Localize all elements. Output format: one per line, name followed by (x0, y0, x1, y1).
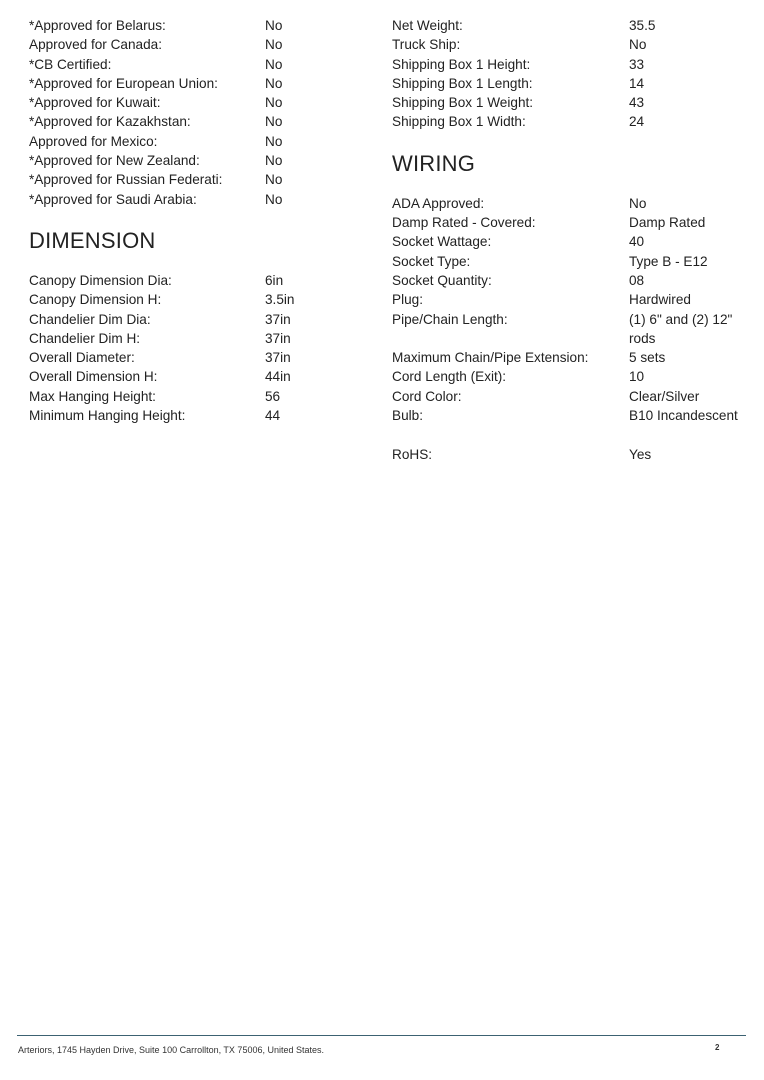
spec-row-overall-h (29, 367, 369, 386)
spec-value: No (265, 114, 283, 130)
page-number: 2 (715, 1043, 720, 1052)
spec-value: 6in (265, 272, 284, 288)
spec-label: Maximum Chain/Pipe Extension: (392, 350, 589, 366)
spec-value: Yes (629, 446, 652, 462)
spec-value: 10 (629, 369, 645, 385)
spec-value: 37in (265, 330, 291, 346)
dimensions-list (29, 271, 369, 425)
spec-row-max-hanging (29, 387, 369, 406)
spec-label: Damp Rated - Covered: (392, 215, 536, 231)
spec-value: 44 (265, 408, 281, 424)
spec-label: Socket Quantity: (392, 272, 492, 288)
wiring-list (392, 194, 752, 464)
spec-row-truck-ship (392, 35, 752, 54)
spec-label: Cord Color: (392, 388, 462, 404)
spec-value: 43 (629, 95, 645, 111)
spec-row-canopy-h (29, 290, 369, 309)
spec-value: No (265, 75, 283, 91)
spec-row-bulb (392, 406, 752, 445)
spec-label: Socket Type: (392, 253, 471, 269)
spec-row-box-height (392, 55, 752, 74)
spec-label: Canopy Dimension Dia: (29, 272, 172, 288)
spec-label: *Approved for Kuwait: (29, 95, 161, 111)
spec-value: No (629, 195, 647, 211)
spec-label: Approved for Canada: (29, 37, 163, 53)
spec-label: Shipping Box 1 Weight: (392, 95, 534, 111)
spec-value: No (265, 133, 283, 149)
spec-label: *Approved for Kazakhstan: (29, 114, 191, 130)
spec-row-belarus (29, 16, 369, 35)
spec-row-socket-type (392, 252, 752, 271)
spec-label: *Approved for Belarus: (29, 18, 166, 33)
spec-row-socket-wattage (392, 232, 752, 251)
spec-label: Bulb: (392, 408, 423, 424)
spec-value: No (265, 172, 283, 188)
spec-label: RoHS: (392, 446, 433, 462)
spec-value: 56 (265, 388, 281, 404)
spec-row-russia (29, 170, 369, 189)
spec-label: *CB Certified: (29, 56, 112, 72)
footer-address: Arteriors, 1745 Hayden Drive, Suite 100 Carrollton, TX 75006, United States. (18, 1045, 324, 1055)
spec-label: Socket Wattage: (392, 234, 492, 250)
spec-row-net-weight (392, 16, 752, 35)
spec-value: No (265, 18, 283, 33)
right-column (392, 16, 752, 464)
spec-row-overall-diameter (29, 348, 369, 367)
spec-row-mexico (29, 132, 369, 151)
spec-row-chandelier-h (29, 329, 369, 348)
spec-row-box-weight (392, 93, 752, 112)
shipping-list (392, 16, 752, 132)
spec-label: Net Weight: (392, 18, 463, 33)
spec-row-ada (392, 194, 752, 213)
spec-label: *Approved for New Zealand: (29, 153, 200, 169)
spec-row-socket-quantity (392, 271, 752, 290)
spec-row-kuwait (29, 93, 369, 112)
spec-row-min-hanging (29, 406, 369, 425)
spec-label: Chandelier Dim H: (29, 330, 141, 346)
spec-label: Shipping Box 1 Height: (392, 56, 531, 72)
spec-value: 33 (629, 56, 645, 72)
spec-value: 44in (265, 369, 291, 385)
spec-label: Canopy Dimension H: (29, 292, 162, 308)
spec-label: Chandelier Dim Dia: (29, 311, 151, 327)
spec-value: 35.5 (629, 18, 656, 33)
spec-label: Overall Dimension H: (29, 369, 158, 385)
spec-value: 37in (265, 350, 291, 366)
spec-label: *Approved for Saudi Arabia: (29, 191, 197, 207)
spec-label: Overall Diameter: (29, 350, 135, 366)
spec-value: 24 (629, 114, 645, 130)
spec-value: Damp Rated (629, 215, 706, 231)
spec-value: B10 Incandescent (629, 408, 738, 424)
spec-value: Clear/Silver (629, 388, 700, 404)
spec-label: Truck Ship: (392, 37, 461, 53)
spec-value: Hardwired (629, 292, 691, 308)
spec-label: Plug: (392, 292, 423, 308)
spec-value: No (265, 95, 283, 111)
spec-label: Cord Length (Exit): (392, 369, 507, 385)
spec-row-eu (29, 74, 369, 93)
spec-row-chandelier-dia (29, 310, 369, 329)
spec-label: *Approved for European Union: (29, 75, 218, 91)
spec-row-damp-rated (392, 213, 752, 232)
spec-row-cord-length (392, 367, 752, 386)
spec-row-rohs (392, 445, 752, 464)
spec-label: Pipe/Chain Length: (392, 311, 508, 327)
spec-row-new-zealand (29, 151, 369, 170)
spec-row-plug (392, 290, 752, 309)
spec-label: Minimum Hanging Height: (29, 408, 186, 424)
spec-value: No (265, 153, 283, 169)
spec-value: No (629, 37, 647, 53)
spec-row-cord-color (392, 387, 752, 406)
spec-row-saudi-arabia (29, 190, 369, 209)
spec-value: 5 sets (629, 350, 666, 366)
spec-label: Shipping Box 1 Width: (392, 114, 526, 130)
spec-label: Shipping Box 1 Length: (392, 75, 533, 91)
spec-row-kazakhstan (29, 112, 369, 131)
spec-row-canopy-dia (29, 271, 369, 290)
spec-label: Max Hanging Height: (29, 388, 156, 404)
spec-row-max-extension (392, 348, 752, 367)
spec-label: ADA Approved: (392, 195, 485, 211)
left-column (29, 16, 369, 425)
spec-label: Approved for Mexico: (29, 133, 158, 149)
dimension-heading: DIMENSION (29, 227, 156, 253)
spec-row-cb-certified (29, 55, 369, 74)
spec-value: No (265, 191, 283, 207)
approvals-list (29, 16, 369, 209)
footer-divider (17, 1035, 746, 1036)
spec-row-canada (29, 35, 369, 54)
wiring-heading: WIRING (392, 150, 476, 176)
spec-value: No (265, 56, 283, 72)
spec-value: 40 (629, 234, 645, 250)
spec-value: Type B - E12 (629, 253, 708, 269)
spec-row-pipe-chain (392, 310, 752, 349)
spec-value: 37in (265, 311, 291, 327)
spec-value: (1) 6" and (2) 12" rods (629, 311, 733, 346)
spec-row-box-width (392, 112, 752, 131)
spec-value: 14 (629, 75, 645, 91)
spec-label: *Approved for Russian Federati: (29, 172, 223, 188)
spec-value: 08 (629, 272, 645, 288)
spec-value: No (265, 37, 283, 53)
spec-row-box-length (392, 74, 752, 93)
spec-value: 3.5in (265, 292, 295, 308)
